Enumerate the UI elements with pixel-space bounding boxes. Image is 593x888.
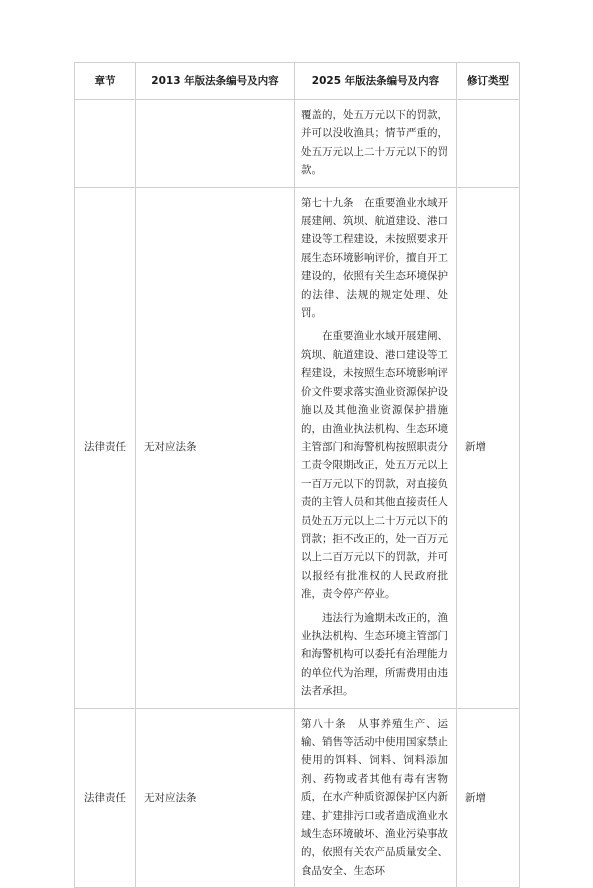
header-revision-type: 修订类型 (457, 63, 520, 100)
header-2013-version: 2013 年版法条编号及内容 (136, 63, 295, 100)
table-row (75, 100, 520, 188)
cell-revision-type: 新增 (457, 187, 520, 708)
law-paragraph: 覆盖的，处五万元以下的罚款，并可以没收渔具；情节严重的，处五万元以上二十万元以下的罚款。 (301, 109, 448, 177)
cell-2025-content (295, 187, 457, 708)
table-row (75, 708, 520, 888)
header-chapter: 章节 (75, 63, 136, 100)
document-page (74, 62, 520, 888)
cell-revision-type (457, 100, 520, 188)
cell-revision-type: 新增 (457, 708, 520, 888)
cell-chapter: 法律责任 (75, 187, 136, 708)
table-header-row (75, 63, 520, 100)
law-paragraph: 违法行为逾期未改正的，渔业执法机构、生态环境主管部门和海警机构可以委托有治理能力的单位代为治理，所需费用由违法者承担。 (301, 611, 448, 698)
cell-2025-content (295, 100, 457, 188)
cell-2013-content: 无对应法条 (136, 708, 295, 888)
cell-chapter (75, 100, 136, 188)
header-2025-version: 2025 年版法条编号及内容 (295, 63, 457, 100)
law-paragraph: 第七十九条 在重要渔业水域开展建闸、筑坝、航道建设、港口建设等工程建设，未按照要求开展生态环境影响评价，擅自开工建设的，依照有关生态环境保护的法律、法规的规定处理、处罚。 (301, 196, 448, 320)
cell-2013-content: 无对应法条 (136, 187, 295, 708)
comparison-table (74, 62, 520, 888)
cell-2025-content (295, 708, 457, 888)
table-row (75, 187, 520, 708)
cell-2013-content (136, 100, 295, 188)
cell-chapter: 法律责任 (75, 708, 136, 888)
law-paragraph: 在重要渔业水域开展建闸、筑坝、航道建设、港口建设等工程建设，未按照生态环境影响评价文件要求落实渔业资源保护设施以及其他渔业资源保护措施的，由渔业执法机构、生态环境主管部门和海警机构按照职责分工责令限期改正，处五万元以上一百万元以下的罚款，对直接负责的主管人员和其他直接责任人员处五万元以上二十万元以下的罚款；拒不改正的，处一百万元以上二百万元以下的罚款，并可以报经有批准权的人民政府批准，责令停产停业。 (301, 330, 448, 601)
law-paragraph: 第八十条 从事养殖生产、运输、销售等活动中使用国家禁止使用的饵料、饲料、饲料添加剂、药物或者其他有毒有害物质，在水产种质资源保护区内新建、扩建排污口或者造成渔业水域生态环境破坏、渔业污染事故的，依照有关农产品质量安全、食品安全、生态环 (301, 717, 448, 877)
